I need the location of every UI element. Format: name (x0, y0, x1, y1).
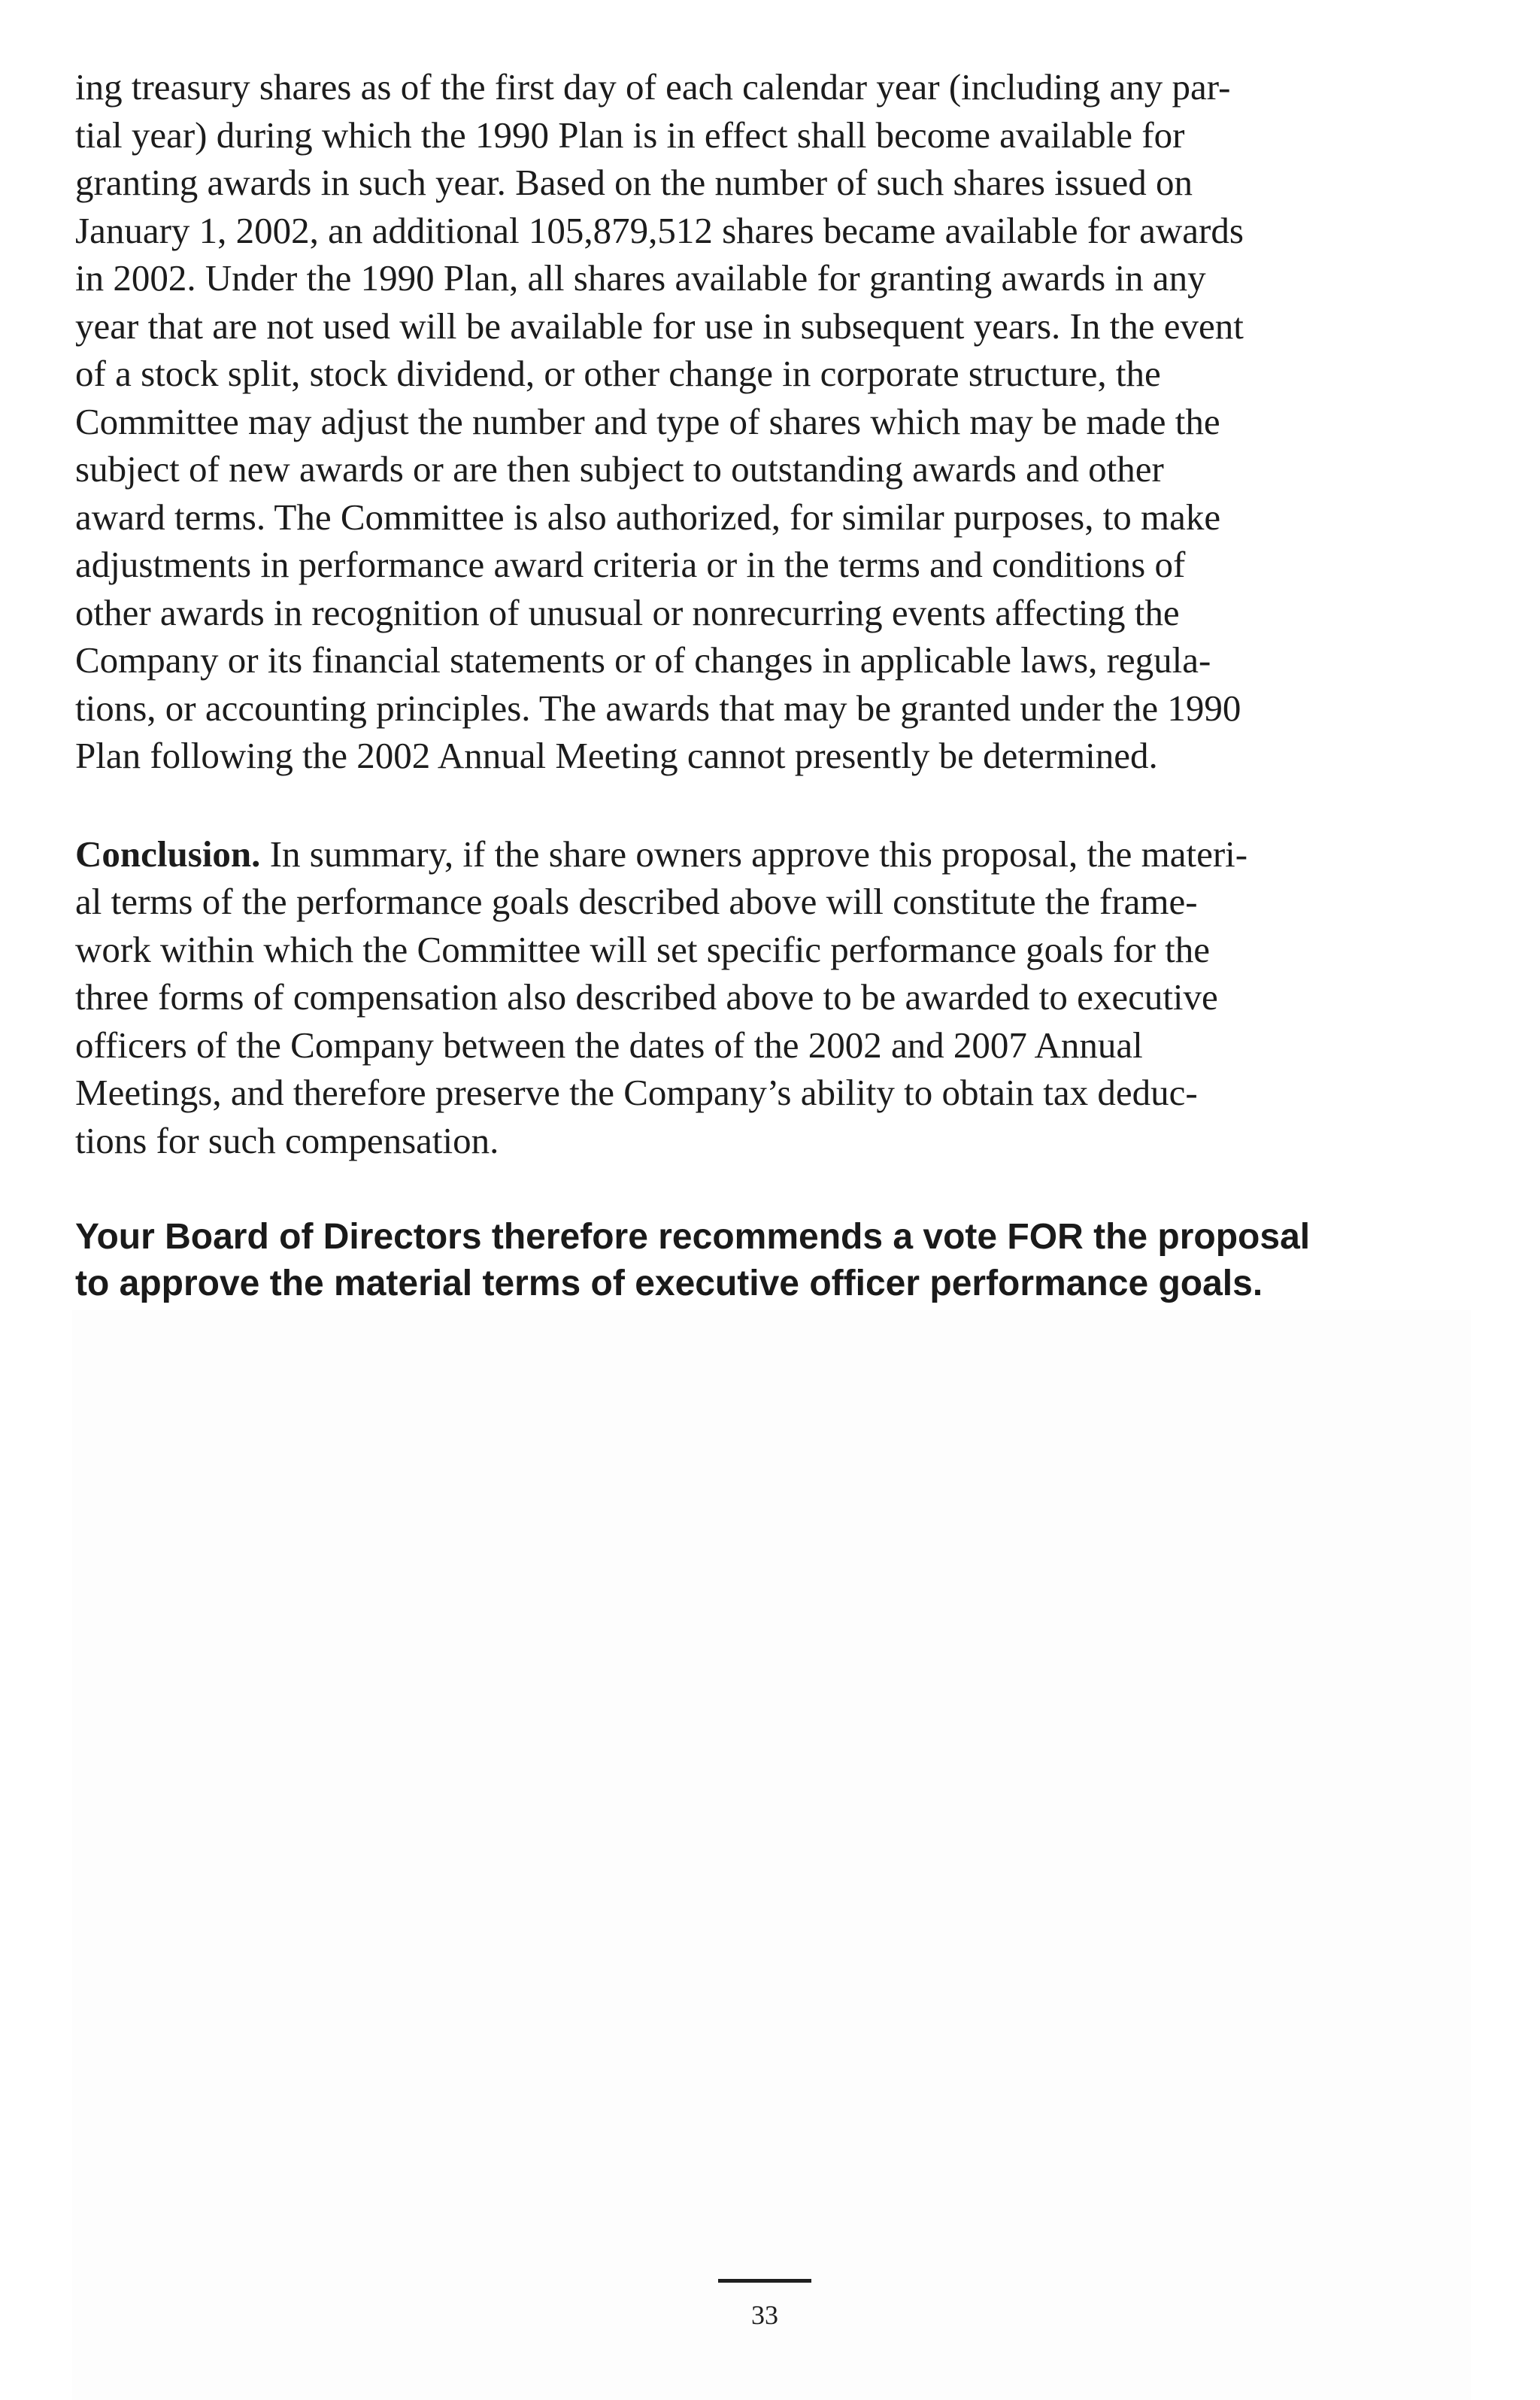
conclusion-line: Meetings, and therefore preserve the Company’s ability to obtain tax deduc- (75, 1072, 1198, 1113)
body-line: ing treasury shares as of the first day of each calendar year (including any par- (75, 66, 1231, 108)
board-recommendation (75, 1214, 1496, 1307)
conclusion-paragraph (75, 830, 1496, 1165)
body-line: January 1, 2002, an additional 105,879,512 shares became available for awards (75, 209, 1244, 251)
conclusion-first-line (75, 830, 1496, 878)
blank-page-area (72, 1310, 1471, 2400)
conclusion-line: work within which the Committee will set specific performance goals for the (75, 928, 1211, 970)
page-text (75, 63, 1496, 1307)
conclusion-first-line-text: In summary, if the share owners approve this proposal, the materi- (260, 833, 1248, 875)
body-line: Company or its financial statements or of changes in applicable laws, regula- (75, 639, 1211, 681)
body-line: other awards in recognition of unusual or nonrecurring events affecting the (75, 591, 1180, 633)
conclusion-line: three forms of compensation also described above to be awarded to executive (75, 976, 1218, 1018)
body-line: in 2002. Under the 1990 Plan, all shares available for granting awards in any (75, 257, 1206, 299)
conclusion-line: officers of the Company between the dates of the 2002 and 2007 Annual (75, 1024, 1143, 1066)
body-line: tions, or accounting principles. The awards that may be granted under the 1990 (75, 687, 1241, 729)
body-paragraph (75, 63, 1496, 780)
conclusion-heading: Conclusion. (75, 833, 261, 875)
body-line: tial year) during which the 1990 Plan is in effect shall become available for (75, 114, 1185, 156)
conclusion-line: tions for such compensation. (75, 1119, 499, 1161)
conclusion-line: al terms of the performance goals described above will constitute the frame- (75, 881, 1198, 922)
recommendation-line: to approve the material terms of executive officer performance goals. (75, 1264, 1263, 1303)
body-line: of a stock split, stock dividend, or other change in corporate structure, the (75, 353, 1161, 394)
body-line: Plan following the 2002 Annual Meeting cannot presently be determined. (75, 735, 1158, 776)
page-number: 33 (751, 2300, 778, 2330)
body-line: granting awards in such year. Based on the number of such shares issued on (75, 162, 1193, 203)
body-line: award terms. The Committee is also authorized, for similar purposes, to make (75, 496, 1221, 538)
footer-rule (718, 2279, 811, 2283)
body-line: adjustments in performance award criteria or in the terms and conditions of (75, 544, 1186, 585)
body-line: subject of new awards or are then subject to outstanding awards and other (75, 448, 1164, 490)
body-line: Committee may adjust the number and type of shares which may be made the (75, 400, 1220, 442)
body-line: year that are not used will be available for use in subsequent years. In the event (75, 305, 1244, 347)
recommendation-line: Your Board of Directors therefore recommends a vote FOR the proposal (75, 1217, 1311, 1257)
